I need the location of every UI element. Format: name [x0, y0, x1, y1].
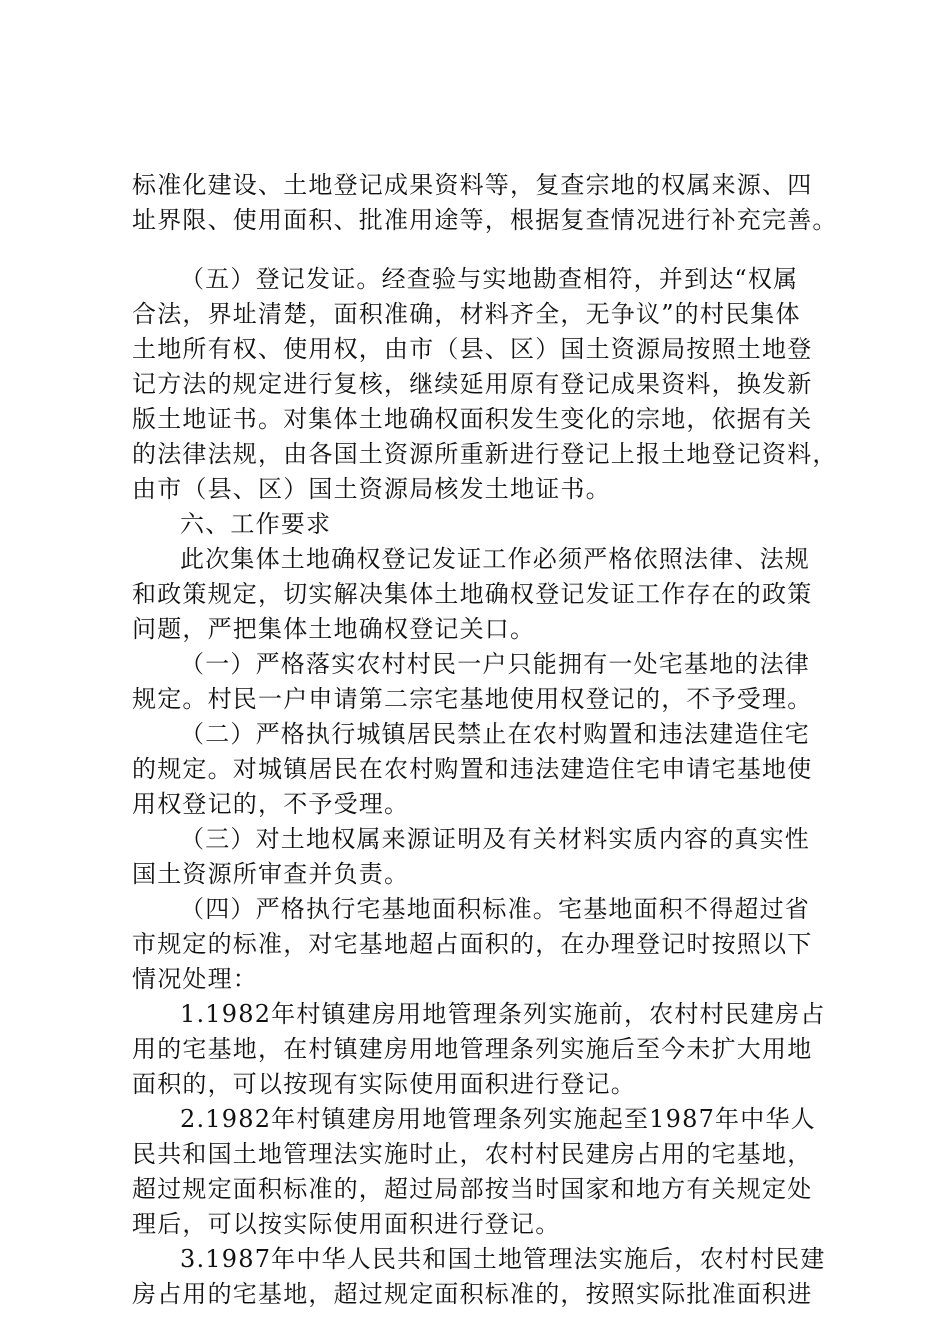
- text-line: 版土地证书。对集体土地确权面积发生变化的宗地，依据有关: [132, 405, 813, 433]
- text-line: 和政策规定，切实解决集体土地确权登记发证工作存在的政策: [132, 580, 813, 608]
- text-line: 市规定的标准，对宅基地超占面积的，在办理登记时按照以下: [132, 930, 813, 958]
- text-line: 此次集体土地确权登记发证工作必须严格依照法律、法规: [180, 545, 810, 573]
- text-line: 用的宅基地，在村镇建房用地管理条列实施后至今未扩大用地: [132, 1035, 813, 1063]
- section-heading: 六、工作要求: [180, 510, 332, 538]
- text-line: 问题，严把集体土地确权登记关口。: [132, 615, 536, 643]
- document-body: [132, 262, 838, 1312]
- text-line: （一）严格落实农村村民一户只能拥有一处宅基地的法律: [180, 650, 810, 678]
- text-line: 土地所有权、使用权，由市（县、区）国土资源局按照土地登: [132, 335, 813, 363]
- text-line: 规定。村民一户申请第二宗宅基地使用权登记的，不予受理。: [132, 685, 813, 713]
- text-line: （四）严格执行宅基地面积标准。宅基地面积不得超过省: [180, 895, 810, 923]
- text-line: 超过规定面积标准的，超过局部按当时国家和地方有关规定处: [132, 1175, 813, 1203]
- text-line: （五）登记发证。经查验与实地勘查相符，并到达“权属: [180, 265, 799, 293]
- text-line: 用权登记的，不予受理。: [132, 790, 410, 818]
- text-line: 址界限、使用面积、批准用途等，根据复查情况进行补充完善。: [132, 206, 838, 234]
- text-line: 房占用的宅基地，超过规定面积标准的，按照实际批准面积进: [132, 1280, 813, 1308]
- text-line: 国土资源所审查并负责。: [132, 860, 410, 888]
- text-line: 记方法的规定进行复核，继续延用原有登记成果资料，换发新: [132, 370, 813, 398]
- text-line: 2.1982年村镇建房用地管理条列实施起至1987年中华人: [180, 1105, 816, 1133]
- text-line: 面积的，可以按现有实际使用面积进行登记。: [132, 1070, 636, 1098]
- text-line: （三）对土地权属来源证明及有关材料实质内容的真实性: [180, 825, 810, 853]
- text-line: 标准化建设、土地登记成果资料等，复查宗地的权属来源、四: [132, 171, 813, 199]
- text-line: 由市（县、区）国土资源局核发土地证书。: [132, 475, 611, 503]
- text-line: 合法，界址清楚，面积准确，材料齐全，无争议”的村民集体: [132, 300, 801, 328]
- text-line: 民共和国土地管理法实施时止，农村村民建房占用的宅基地，: [132, 1140, 813, 1168]
- text-line: 理后，可以按实际使用面积进行登记。: [132, 1210, 561, 1238]
- text-line: （二）严格执行城镇居民禁止在农村购置和违法建造住宅: [180, 720, 810, 748]
- paragraph-review-continuation: [132, 168, 838, 238]
- text-line: 情况处理：: [132, 965, 258, 993]
- text-line: 的法律法规，由各国土资源所重新进行登记上报土地登记资料，: [132, 440, 838, 468]
- text-line: 3.1987年中华人民共和国土地管理法实施后，农村村民建: [180, 1245, 826, 1273]
- text-line: 的规定。对城镇居民在农村购置和违法建造住宅申请宅基地使: [132, 755, 813, 783]
- text-line: 1.1982年村镇建房用地管理条列实施前，农村村民建房占: [180, 1000, 826, 1028]
